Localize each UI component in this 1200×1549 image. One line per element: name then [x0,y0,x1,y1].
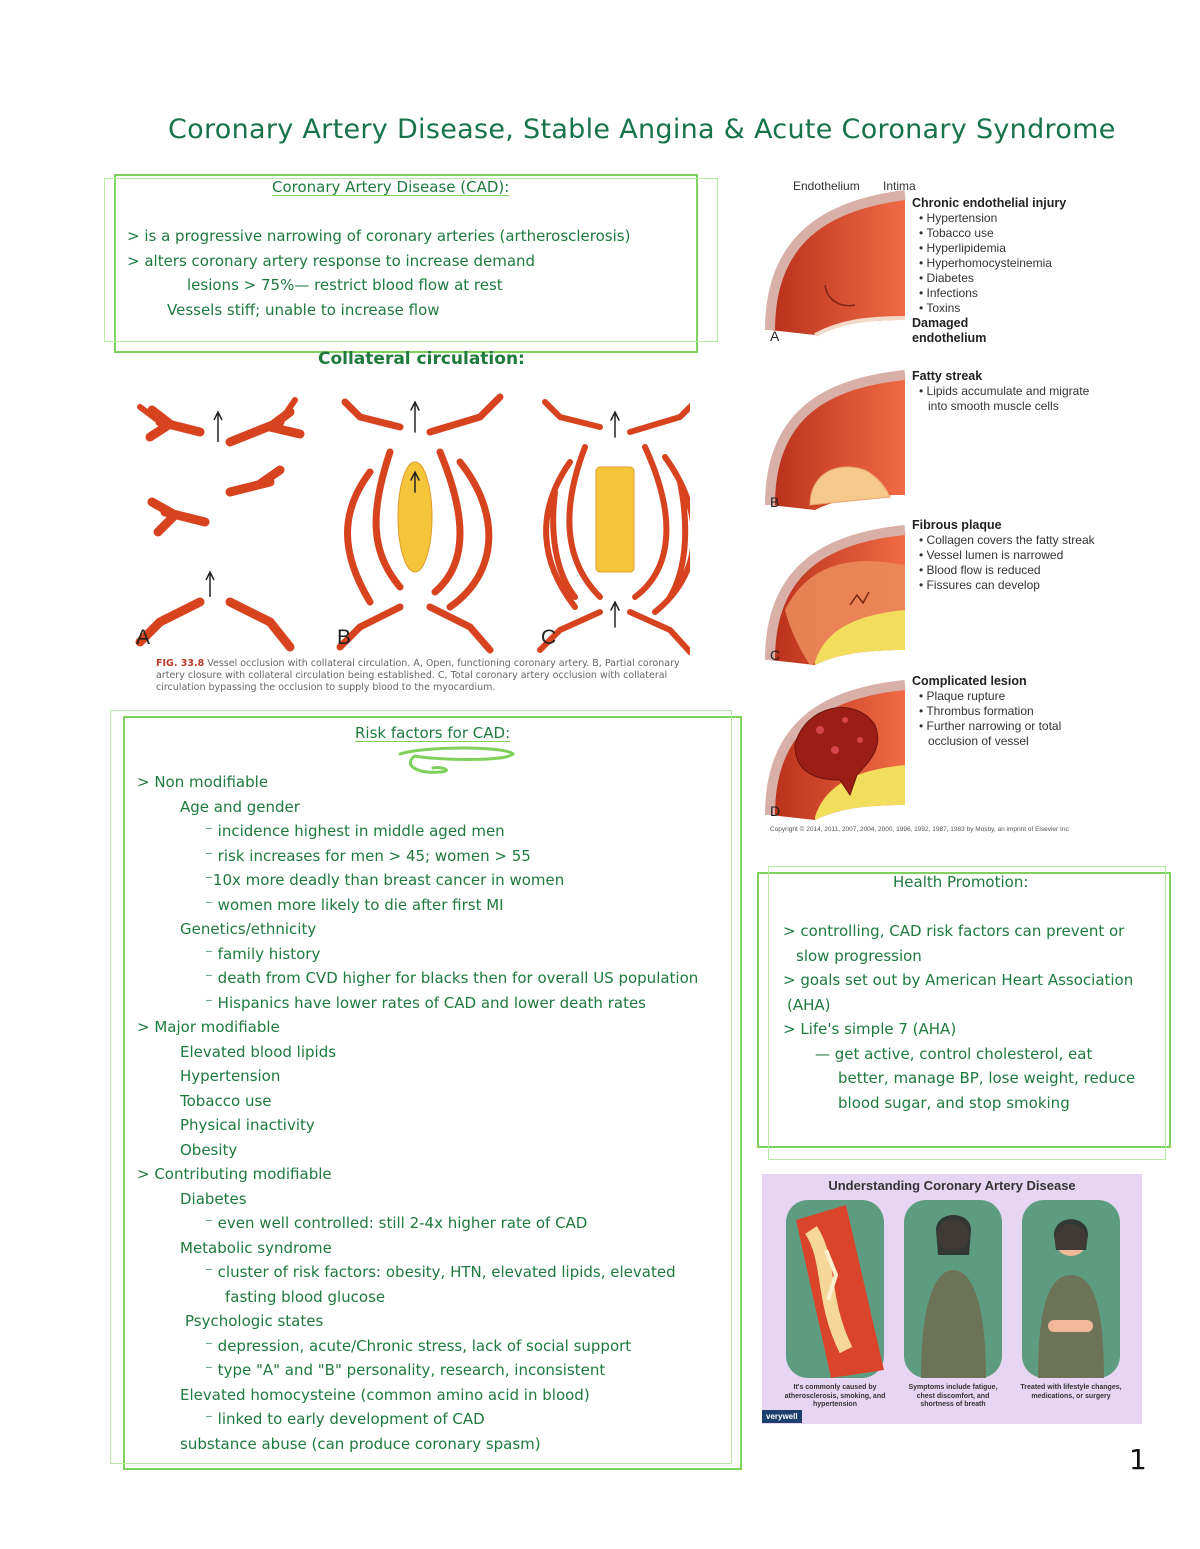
risk-line: > Non modifiable [137,773,269,791]
risk-line: > Major modifiable [137,1018,280,1036]
verywell-logo: verywell [762,1410,802,1423]
risk-line: Psychologic states [185,1312,324,1330]
cad-line: > is a progressive narrowing of coronary arteries (artherosclerosis) [127,227,631,245]
caption-text: Vessel occlusion with collateral circulation. A, Open, functioning coronary artery. B, Partial coronary artery closure with collateral circulation being established. C, Total coronary artery occlusion with collateral circulation bypassing the occlusion to supply blood to the myocardium. [156,658,680,693]
stage-a-endothelium: endothelium [912,331,987,345]
stage-d-item: • Thrombus formation [919,704,1034,718]
collateral-heading: Collateral circulation: [318,349,525,369]
risk-line: Diabetes [180,1189,247,1208]
risk-line: Age and gender [180,797,300,816]
stage-letter-d: D [770,803,781,819]
risk-line: ⁻ risk increases for men > 45; women > 55 [205,846,531,865]
stage-c-title: Fibrous plaque [912,518,1002,532]
risk-line: Hypertension [180,1067,281,1085]
stage-b-item: into smooth muscle cells [928,399,1059,413]
stage-a-damaged: Damaged [912,316,969,330]
risk-line: Physical inactivity [180,1116,315,1134]
health-line: better, manage BP, lose weight, reduce [838,1069,1136,1087]
stage-d-item: • Further narrowing or total [919,719,1062,733]
health-line: slow progression [796,946,922,965]
stage-b-artery [770,375,905,510]
artery-b [340,377,500,652]
verywell-caption-1: It's commonly caused by atherosclerosis, smoking, and hypertension [784,1384,886,1408]
cad-line: Vessels stiff; unable to increase flow [167,301,440,319]
artery-a [140,377,300,652]
page-title: Coronary Artery Disease, Stable Angina & Acute Coronary Syndrome [168,114,1116,145]
cad-line: > alters coronary artery response to increase demand [127,252,536,270]
stage-d-title: Complicated lesion [912,674,1027,688]
stage-a-item: • Toxins [919,301,961,315]
risk-line: Obesity [180,1140,238,1159]
verywell-title: Understanding Coronary Artery Disease [828,1178,1076,1193]
risk-line: ⁻ family history [205,944,321,963]
stage-letter-a: A [770,328,780,344]
cad-line: lesions > 75%— restrict blood flow at rest [187,276,503,294]
verywell-caption-3: Treated with lifestyle changes, medications, or surgery [1020,1384,1122,1400]
verywell-caption-2: Symptoms include fatigue, chest discomfort, and shortness of breath [908,1384,998,1408]
caption-fig-number: FIG. 33.8 [156,658,205,669]
health-list [783,919,1135,1115]
risk-line: fasting blood glucose [225,1287,386,1306]
stage-c-artery [770,530,905,665]
stage-c-item: • Vessel lumen is narrowed [919,548,1064,562]
risk-line: ⁻ type "A" and "B" personality, research, inconsistent [205,1361,606,1379]
health-line: — get active, control cholesterol, eat [815,1044,1093,1063]
stage-b-item: • Lipids accumulate and migrate [919,384,1090,398]
verywell-panels [786,1200,1122,1380]
stage-c-item: • Fissures can develop [919,578,1040,592]
risk-line: ⁻ women more likely to die after first MI [205,895,504,914]
stage-a-item: • Hyperlipidemia [919,241,1006,255]
stage-b-title: Fatty streak [912,369,983,383]
risk-line: ⁻ cluster of risk factors: obesity, HTN, elevated lipids, elevated [205,1263,676,1281]
stage-a-item: • Hyperhomocysteinemia [919,256,1052,270]
collateral-caption [156,658,701,694]
stage-a-text [912,196,1066,346]
page-number: 1 [1129,1443,1147,1476]
stage-a-item: • Diabetes [919,271,974,285]
stage-a-item: • Infections [919,286,978,300]
collateral-letter-a: A [136,626,151,649]
health-line: > controlling, CAD risk factors can prevent or [783,922,1125,940]
stage-a-item: • Tobacco use [919,226,994,240]
stage-letter-b: B [770,494,780,510]
risk-line: Elevated blood lipids [180,1042,337,1061]
risk-line: ⁻ death from CVD higher for blacks then for overall US population [205,969,699,987]
risk-line: ⁻10x more deadly than breast cancer in women [205,871,565,889]
stage-d-artery [770,685,905,820]
stage-a-title: Chronic endothelial injury [912,196,1067,210]
stage-d-item: occlusion of vessel [928,734,1029,748]
verywell-infographic [762,1174,1142,1424]
stage-b-text [912,369,1089,414]
risk-line: Elevated homocysteine (common amino acid in blood) [180,1385,590,1404]
collateral-letter-b: B [337,626,352,649]
collateral-illustration [130,372,690,657]
intima-label: Intima [883,179,916,193]
risk-line: ⁻ depression, acute/Chronic stress, lack of social support [205,1336,632,1355]
health-line: > goals set out by American Heart Association [783,971,1134,989]
collateral-letter-c: C [541,626,557,649]
stage-d-item: • Plaque rupture [919,689,1006,703]
risk-heading: Risk factors for CAD: [355,724,511,742]
stage-letter-c: C [770,647,781,663]
risk-line: ⁻ incidence highest in middle aged men [205,822,505,840]
risk-line: Genetics/ethnicity [180,920,317,938]
risk-line: ⁻ linked to early development of CAD [205,1410,485,1428]
endothelium-label: Endothelium [793,179,860,193]
cad-heading: Coronary Artery Disease (CAD): [272,178,510,196]
health-line: > Life's simple 7 (AHA) [783,1020,957,1038]
risk-line: ⁻ Hispanics have lower rates of CAD and lower death rates [205,993,646,1012]
risk-list [137,770,698,1456]
risk-line: Tobacco use [180,1091,272,1110]
health-heading: Health Promotion: [893,873,1029,891]
risk-line: > Contributing modifiable [137,1165,332,1183]
stage-d-text [912,674,1061,749]
stage-c-text [912,518,1095,593]
stage-a-artery [770,195,905,335]
stages-illustration [765,190,910,820]
risk-line: ⁻ even well controlled: still 2-4x higher rate of CAD [205,1214,588,1232]
risk-line: substance abuse (can produce coronary spasm) [180,1434,541,1453]
stage-a-item: • Hypertension [919,211,998,225]
stages-copyright: Copyright © 2014, 2011, 2007, 2004, 2000, 1996, 1992, 1987, 1983 by Mosby, an imprint of Elsevier Inc [770,826,1069,833]
stage-c-item: • Blood flow is reduced [919,563,1041,577]
health-line: blood sugar, and stop smoking [838,1093,1070,1112]
artery-c [540,377,690,652]
risk-line: Metabolic syndrome [180,1238,332,1257]
stage-c-item: • Collagen covers the fatty streak [919,533,1095,547]
health-line: (AHA) [787,995,831,1014]
